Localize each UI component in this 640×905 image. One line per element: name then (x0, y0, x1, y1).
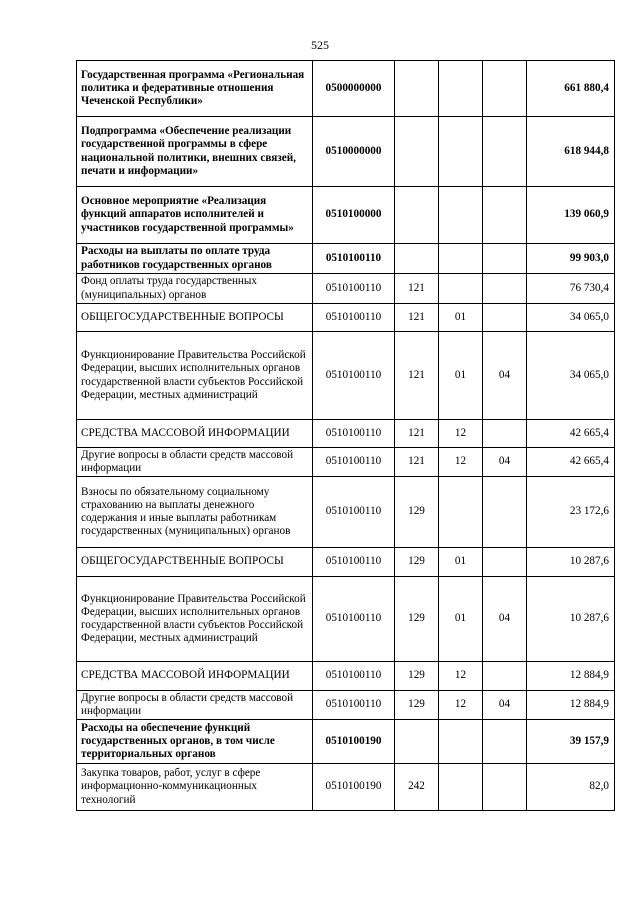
row-section-cell: 12 (439, 420, 483, 448)
row-sum-cell: 661 880,4 (527, 61, 615, 117)
row-expense-type-cell: 129 (395, 577, 439, 662)
row-expense-type-cell: 121 (395, 332, 439, 420)
row-subsection-cell: 04 (483, 332, 527, 420)
row-subsection-cell (483, 117, 527, 187)
row-expense-type-cell: 129 (395, 477, 439, 548)
row-code-cell: 0510100110 (313, 448, 395, 477)
row-subsection-cell (483, 187, 527, 244)
row-name-cell: Функционирование Правительства Российской Федерации, высших исполнительных органов государственной власти субъектов Российской Федерации, местных администраций (77, 577, 313, 662)
table-row (77, 187, 615, 244)
budget-table (76, 60, 615, 811)
row-name-cell: Расходы на выплаты по оплате труда работников государственных органов (77, 244, 313, 274)
table-row (77, 720, 615, 764)
row-section-cell (439, 61, 483, 117)
row-subsection-cell (483, 420, 527, 448)
table-row (77, 548, 615, 577)
row-sum-cell: 76 730,4 (527, 274, 615, 304)
row-section-cell: 12 (439, 448, 483, 477)
row-expense-type-cell: 121 (395, 304, 439, 332)
row-name-cell: Подпрограмма «Обеспечение реализации государственной программы в сфере национальной политики, внешних связей, печати и информации» (77, 117, 313, 187)
row-expense-type-cell: 242 (395, 764, 439, 811)
row-subsection-cell (483, 764, 527, 811)
row-expense-type-cell (395, 720, 439, 764)
row-section-cell (439, 274, 483, 304)
row-section-cell: 12 (439, 662, 483, 691)
row-section-cell (439, 720, 483, 764)
row-section-cell: 01 (439, 332, 483, 420)
row-sum-cell: 23 172,6 (527, 477, 615, 548)
table-row (77, 117, 615, 187)
row-subsection-cell (483, 548, 527, 577)
row-subsection-cell: 04 (483, 691, 527, 720)
row-section-cell (439, 117, 483, 187)
row-section-cell (439, 244, 483, 274)
row-code-cell: 0510100110 (313, 691, 395, 720)
row-name-cell: Расходы на обеспечение функций государственных органов, в том числе территориальных органов (77, 720, 313, 764)
row-sum-cell: 39 157,9 (527, 720, 615, 764)
row-name-cell: Другие вопросы в области средств массовой информации (77, 448, 313, 477)
row-sum-cell: 139 060,9 (527, 187, 615, 244)
row-name-cell: СРЕДСТВА МАССОВОЙ ИНФОРМАЦИИ (77, 662, 313, 691)
table-row (77, 477, 615, 548)
budget-table-body (77, 61, 615, 811)
row-name-cell: Взносы по обязательному социальному страхованию на выплаты денежного содержания и иные выплаты работникам государственных (муниципальных) органов (77, 477, 313, 548)
row-section-cell: 01 (439, 548, 483, 577)
row-expense-type-cell (395, 117, 439, 187)
row-code-cell: 0510100110 (313, 304, 395, 332)
row-expense-type-cell (395, 187, 439, 244)
row-code-cell: 0510100110 (313, 244, 395, 274)
table-row (77, 764, 615, 811)
table-row (77, 577, 615, 662)
table-row (77, 332, 615, 420)
row-code-cell: 0510100110 (313, 548, 395, 577)
row-subsection-cell (483, 720, 527, 764)
row-section-cell: 12 (439, 691, 483, 720)
row-section-cell (439, 764, 483, 811)
table-row (77, 274, 615, 304)
row-code-cell: 0510000000 (313, 117, 395, 187)
row-code-cell: 0510100110 (313, 332, 395, 420)
row-subsection-cell: 04 (483, 577, 527, 662)
row-code-cell: 0510100110 (313, 420, 395, 448)
row-code-cell: 0510100110 (313, 477, 395, 548)
table-row (77, 448, 615, 477)
row-expense-type-cell: 121 (395, 420, 439, 448)
row-subsection-cell (483, 304, 527, 332)
row-code-cell: 0510100110 (313, 662, 395, 691)
table-row (77, 420, 615, 448)
row-subsection-cell (483, 662, 527, 691)
row-sum-cell: 82,0 (527, 764, 615, 811)
row-expense-type-cell (395, 244, 439, 274)
row-code-cell: 0510100110 (313, 577, 395, 662)
row-section-cell (439, 187, 483, 244)
row-subsection-cell (483, 244, 527, 274)
row-expense-type-cell: 129 (395, 548, 439, 577)
row-code-cell: 0510100000 (313, 187, 395, 244)
row-expense-type-cell: 121 (395, 274, 439, 304)
table-row (77, 691, 615, 720)
row-sum-cell: 10 287,6 (527, 577, 615, 662)
row-section-cell (439, 477, 483, 548)
row-sum-cell: 42 665,4 (527, 448, 615, 477)
row-name-cell: Государственная программа «Региональная политика и федеративные отношения Чеченской Республики» (77, 61, 313, 117)
row-subsection-cell (483, 274, 527, 304)
table-row (77, 304, 615, 332)
row-subsection-cell (483, 61, 527, 117)
row-name-cell: Закупка товаров, работ, услуг в сфере информационно-коммуникационных технологий (77, 764, 313, 811)
row-code-cell: 0500000000 (313, 61, 395, 117)
row-name-cell: Функционирование Правительства Российской Федерации, высших исполнительных органов государственной власти субъектов Российской Федерации, местных администраций (77, 332, 313, 420)
row-name-cell: Другие вопросы в области средств массовой информации (77, 691, 313, 720)
row-sum-cell: 618 944,8 (527, 117, 615, 187)
row-code-cell: 0510100190 (313, 764, 395, 811)
row-name-cell: ОБЩЕГОСУДАРСТВЕННЫЕ ВОПРОСЫ (77, 548, 313, 577)
table-row (77, 61, 615, 117)
row-name-cell: Основное мероприятие «Реализация функций аппаратов исполнителей и участников государственной программы» (77, 187, 313, 244)
row-name-cell: ОБЩЕГОСУДАРСТВЕННЫЕ ВОПРОСЫ (77, 304, 313, 332)
row-section-cell: 01 (439, 304, 483, 332)
row-expense-type-cell: 129 (395, 691, 439, 720)
row-expense-type-cell: 129 (395, 662, 439, 691)
row-sum-cell: 34 065,0 (527, 304, 615, 332)
row-subsection-cell (483, 477, 527, 548)
table-row (77, 244, 615, 274)
row-sum-cell: 99 903,0 (527, 244, 615, 274)
row-name-cell: СРЕДСТВА МАССОВОЙ ИНФОРМАЦИИ (77, 420, 313, 448)
row-subsection-cell: 04 (483, 448, 527, 477)
row-expense-type-cell (395, 61, 439, 117)
row-sum-cell: 12 884,9 (527, 662, 615, 691)
row-code-cell: 0510100190 (313, 720, 395, 764)
row-name-cell: Фонд оплаты труда государственных (муниципальных) органов (77, 274, 313, 304)
row-sum-cell: 12 884,9 (527, 691, 615, 720)
row-section-cell: 01 (439, 577, 483, 662)
row-sum-cell: 10 287,6 (527, 548, 615, 577)
row-expense-type-cell: 121 (395, 448, 439, 477)
row-sum-cell: 42 665,4 (527, 420, 615, 448)
row-code-cell: 0510100110 (313, 274, 395, 304)
page-number: 525 (311, 38, 329, 52)
table-row (77, 662, 615, 691)
row-sum-cell: 34 065,0 (527, 332, 615, 420)
